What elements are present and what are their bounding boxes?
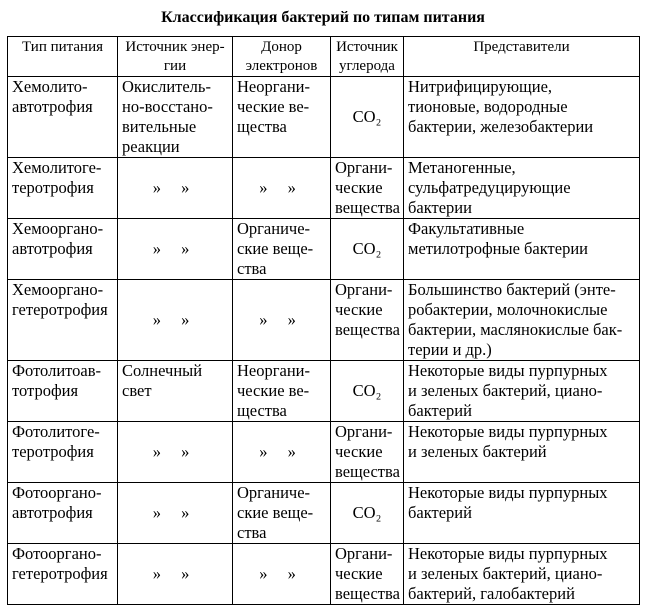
nutrition-type-cell: Хемооргано- гетеротрофия [8, 280, 118, 361]
carbon-source-cell: CO₂ [331, 483, 404, 544]
header-row [8, 37, 640, 77]
electron-donor-cell: Неоргани- ческие ве- щества [233, 361, 331, 422]
energy-source-cell: » » [118, 219, 233, 280]
representatives-cell: Метаногенные, сульфатредуцирующие бактерии [404, 158, 640, 219]
electron-donor-cell: Органиче- ские веще- ства [233, 483, 331, 544]
representatives-cell: Некоторые виды пурпурных бактерий [404, 483, 640, 544]
representatives-cell: Некоторые виды пурпурных и зеленых бактерий, циано- бактерий [404, 361, 640, 422]
energy-source-cell: » » [118, 544, 233, 605]
energy-source-cell: Солнечный свет [118, 361, 233, 422]
carbon-source-cell: Органи- ческие вещества [331, 280, 404, 361]
table-row [8, 219, 640, 280]
electron-donor-cell: Органиче- ские веще- ства [233, 219, 331, 280]
nutrition-type-cell: Хемолитоге- теротрофия [8, 158, 118, 219]
energy-source-cell: » » [118, 483, 233, 544]
table-row [8, 544, 640, 605]
electron-donor-cell: Неоргани- ческие ве- щества [233, 77, 331, 158]
nutrition-type-cell: Хемолито- автотрофия [8, 77, 118, 158]
table-row [8, 158, 640, 219]
energy-source-cell: » » [118, 280, 233, 361]
table-row [8, 280, 640, 361]
table-row [8, 422, 640, 483]
nutrition-types-table [7, 36, 640, 605]
representatives-cell: Нитрифицирующие, тионовые, водородные бактерии, железобактерии [404, 77, 640, 158]
energy-source-cell: » » [118, 158, 233, 219]
representatives-cell: Некоторые виды пурпурных и зеленых бактерий, циано- бактерий, галобактерий [404, 544, 640, 605]
nutrition-type-cell: Фотолитоге- теротрофия [8, 422, 118, 483]
header-nutrition-type: Тип питания [8, 37, 118, 77]
header-representatives: Представители [404, 37, 640, 77]
table-title: Классификация бактерий по типам питания [161, 9, 485, 26]
table-row [8, 361, 640, 422]
electron-donor-cell: » » [233, 544, 331, 605]
nutrition-type-cell: Фотооргано- гетеротрофия [8, 544, 118, 605]
header-electron-donor: Донор электронов [233, 37, 331, 77]
electron-donor-cell: » » [233, 422, 331, 483]
representatives-cell: Факультативные метилотрофные бактерии [404, 219, 640, 280]
energy-source-cell: » » [118, 422, 233, 483]
carbon-source-cell: Органи- ческие вещества [331, 544, 404, 605]
carbon-source-cell: Органи- ческие вещества [331, 422, 404, 483]
representatives-cell: Большинство бактерий (энте- робактерии, молочнокислые бактерии, маслянокислые бак- терии и др.) [404, 280, 640, 361]
carbon-source-cell: CO₂ [331, 361, 404, 422]
representatives-cell: Некоторые виды пурпурных и зеленых бактерий [404, 422, 640, 483]
electron-donor-cell: » » [233, 280, 331, 361]
nutrition-type-cell: Хемооргано- автотрофия [8, 219, 118, 280]
table-row [8, 483, 640, 544]
energy-source-cell: Окислитель- но-восстано- вительные реакции [118, 77, 233, 158]
nutrition-type-cell: Фотооргано- автотрофия [8, 483, 118, 544]
carbon-source-cell: CO₂ [331, 219, 404, 280]
carbon-source-cell: Органи- ческие вещества [331, 158, 404, 219]
header-carbon-source: Источник углерода [331, 37, 404, 77]
carbon-source-cell: CO₂ [331, 77, 404, 158]
electron-donor-cell: » » [233, 158, 331, 219]
table-row [8, 77, 640, 158]
header-energy-source: Источник энер- гии [118, 37, 233, 77]
nutrition-type-cell: Фотолитоав- тотрофия [8, 361, 118, 422]
